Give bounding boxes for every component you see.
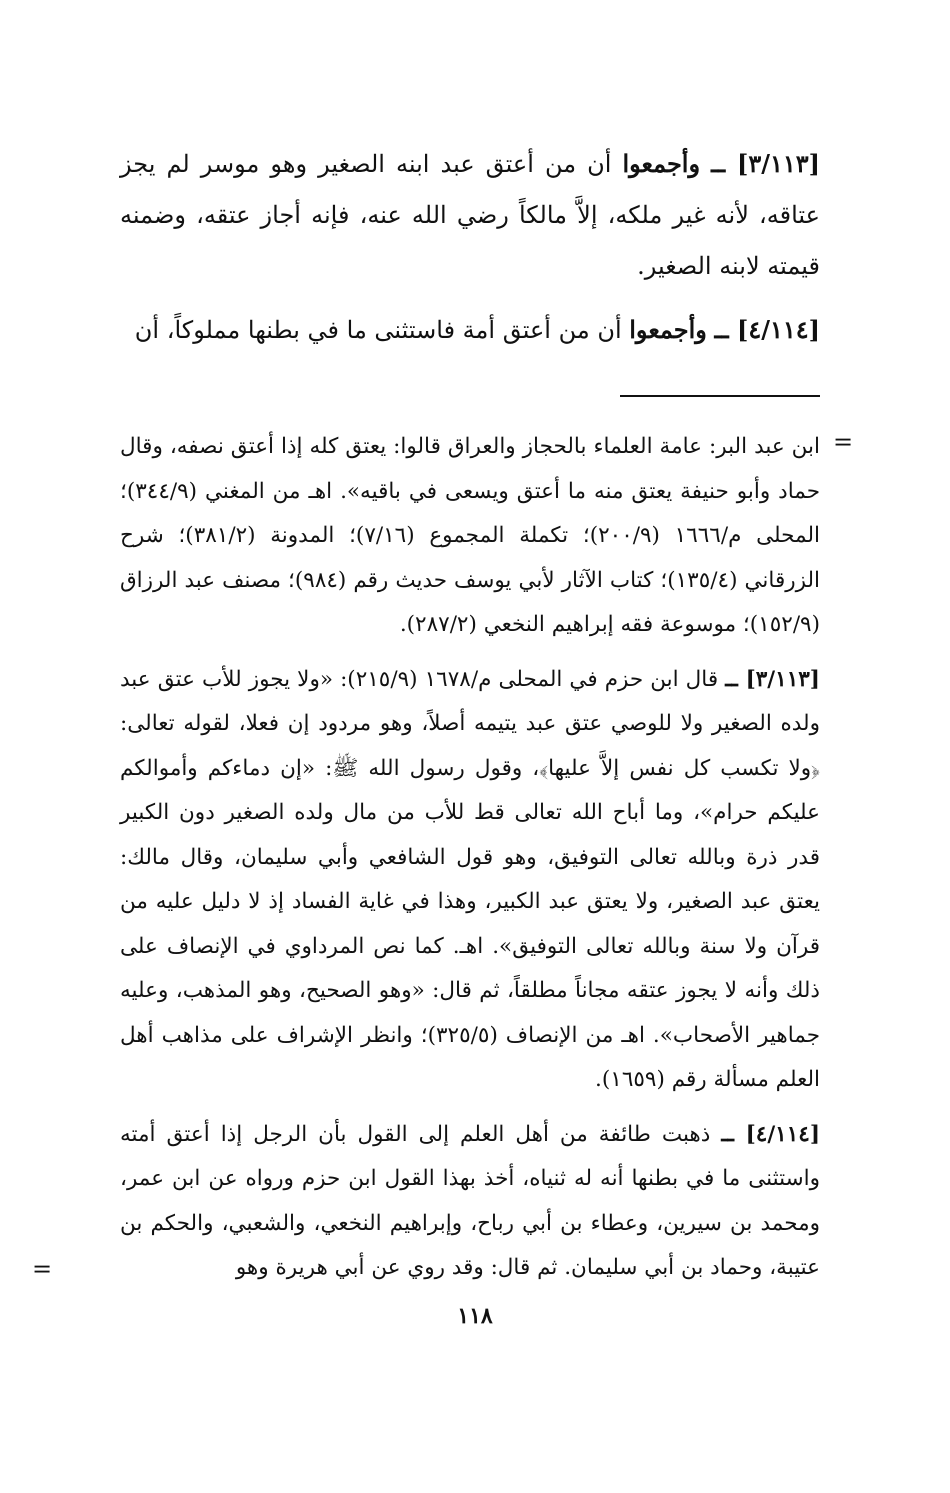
footnote-separator (620, 395, 820, 397)
footnotes (120, 425, 820, 1291)
main-text (120, 138, 820, 356)
page-number: ١١٨ (457, 1303, 493, 1329)
footnote-gap (120, 648, 820, 658)
paragraph-ref: [٤/١١٤] ــ (714, 315, 820, 344)
paragraph-keyword: وأجمعوا (629, 315, 707, 344)
footnote-114 (120, 1113, 820, 1291)
paragraph-gap (120, 292, 820, 304)
footnote-gap (120, 1103, 820, 1113)
paragraph-114 (120, 304, 820, 356)
paragraph-113 (120, 138, 820, 292)
paragraph-keyword: وأجمعوا (622, 149, 701, 178)
footnote-continued: ابن عبد البر: عامة العلماء بالحجاز والعراق قالوا: يعتق كله إذا أعتق نصفه، وقال حماد وأبو حنيفة يعتق منه ما أعتق ويسعى في باقيه». اهـ من المغني (٣٤٤/٩)؛ المحلى م/١٦٦٦ (٢٠٠/٩)؛ تكملة المجموع (٧/١٦)؛ المدونة (٣٨١/٢)؛ شرح الزرقاني (١٣٥/٤)؛ كتاب الآثار لأبي يوسف حديث رقم (٩٨٤)؛ مصنف عبد الرزاق (١٥٢/٩)؛ موسوعة فقه إبراهيم النخعي (٢٨٧/٢). (120, 434, 820, 637)
paragraph-ref: [٣/١١٣] ــ (711, 149, 820, 178)
footnote-text: ذهبت طائفة من أهل العلم إلى القول بأن الرجل إذا أعتق أمته واستثنى ما في بطنها أنه له ثنياه، أخذ بهذا القول ابن حزم ورواه عن ابن عمر، ومحمد بن سيرين، وعطاء بن أبي رباح، وإبراهيم النخعي، والشعبي، والحكم بن عتيبة، وحماد بن أبي سليمان. ثم قال: وقد روي عن أبي هريرة وهو (120, 1121, 820, 1280)
footnote-ref: [٤/١١٤] ــ (721, 1121, 821, 1147)
footnote-ref: [٣/١١٣] ــ (725, 666, 820, 692)
footnote-text: قال ابن حزم في المحلى م/١٦٧٨ (٢١٥/٩): «ولا يجوز للأب عتق عبد ولده الصغير ولا للوصي عتق عبد يتيمه أصلاً، وهو مردود إن فعلا، لقوله تعالى: ﴿ولا تكسب كل نفس إلاَّ عليها﴾، وقول رسول الله ﷺ: «إن دماءكم وأموالكم عليكم حرام»، وما أباح الله تعالى قط للأب من مال ولده الصغير دون الكبير قدر ذرة وبالله تعالى التوفيق، وهو قول الشافعي وأبي سليمان، وقال مالك: يعتق عبد الصغير، ولا يعتق عبد الكبير، وهذا في غاية الفساد إذ لا دليل عليه من قرآن ولا سنة وبالله تعالى التوفيق». اهـ. كما نص المرداوي في الإنصاف على ذلك وأنه لا يجوز عتقه مجاناً مطلقاً، ثم قال: «وهو الصحيح، وهو المذهب، وعليه جماهير الأصحاب». اهـ من الإنصاف (٣٢٥/٥)؛ وانظر الإشراف على مذاهب أهل العلم مسألة رقم (١٦٥٩). (120, 666, 820, 1092)
continuation-mark-top: = (833, 428, 854, 456)
footnote-113 (120, 658, 820, 1103)
continuation-mark-bottom: = (32, 1255, 53, 1283)
paragraph-text: أن من أعتق أمة فاستثنى ما في بطنها مملوكاً، أن (134, 316, 622, 344)
paragraph-text: أن من أعتق عبد ابنه الصغير وهو موسر لم يجز عتاقه، لأنه غير ملكه، إلاَّ مالكاً رضي الله عنه، فإنه أجاز عتقه، وضمنه قيمته لابنه الصغير. (120, 150, 820, 280)
